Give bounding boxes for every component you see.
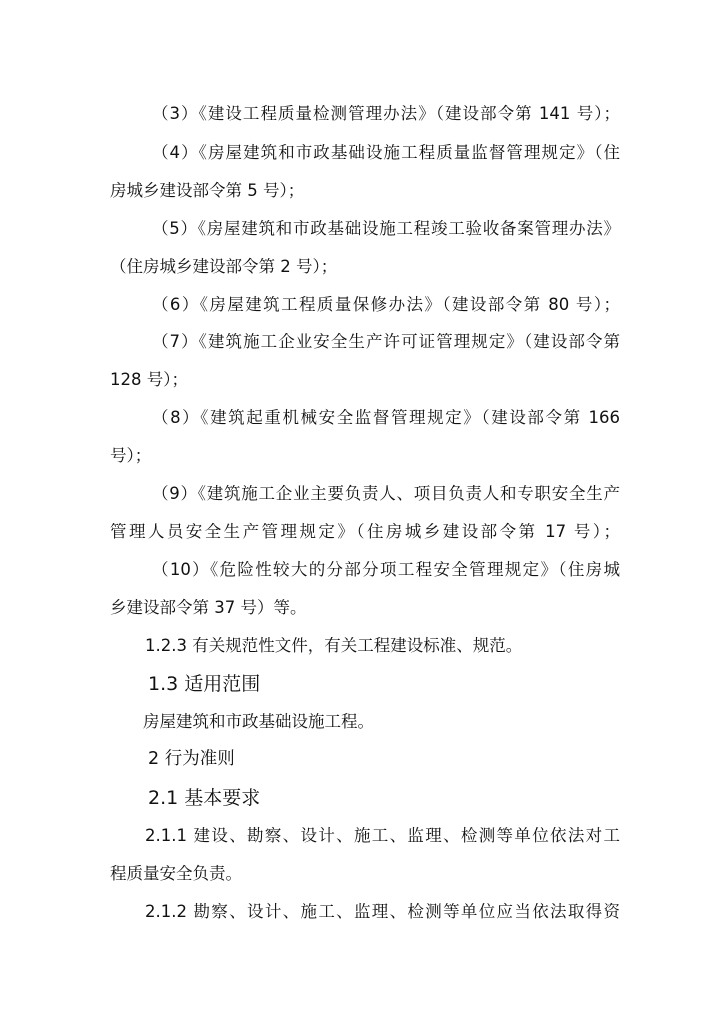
regulation-item-3: （3）《建设工程质量检测管理办法》（建设部令第 141 号）； bbox=[152, 104, 620, 123]
regulation-item-6: （6）《房屋建筑工程质量保修办法》（建设部令第 80 号）； bbox=[152, 295, 620, 314]
regulation-item-4-line-2: 房城乡建设部令第 5 号）； bbox=[110, 181, 305, 200]
regulation-item-4-line-1: （4）《房屋建筑和市政基础设施工程质量监督管理规定》（住 bbox=[152, 143, 620, 162]
clause-2-1-2-line-1: 2.1.2 勘察、设计、施工、监理、检测等单位应当依法取得资 bbox=[145, 902, 620, 921]
section-heading-2: 2 行为准则 bbox=[148, 749, 235, 769]
regulation-item-10-line-2: 乡建设部令第 37 号）等。 bbox=[110, 598, 307, 617]
regulation-item-5-line-2: （住房城乡建设部令第 2 号）； bbox=[110, 257, 338, 276]
regulation-item-9-line-1: （9）《建筑施工企业主要负责人、项目负责人和专职安全生产 bbox=[152, 484, 620, 503]
scope-text: 房屋建筑和市政基础设施工程。 bbox=[143, 712, 374, 731]
clause-1-2-3: 1.2.3 有关规范性文件，有关工程建设标准、规范。 bbox=[145, 636, 523, 655]
regulation-item-8-line-2: 号）； bbox=[110, 446, 152, 465]
regulation-item-7-line-1: （7）《建筑施工企业安全生产许可证管理规定》（建设部令第 bbox=[152, 332, 620, 351]
regulation-item-7-line-2: 128 号）； bbox=[110, 370, 188, 389]
section-heading-1-3: 1.3 适用范围 bbox=[148, 673, 261, 695]
clause-2-1-1-line-1: 2.1.1 建设、勘察、设计、施工、监理、检测等单位依法对工 bbox=[145, 826, 620, 845]
clause-2-1-1-line-2: 程质量安全负责。 bbox=[110, 864, 242, 883]
regulation-item-5-line-1: （5）《房屋建筑和市政基础设施工程竣工验收备案管理办法》 bbox=[152, 219, 620, 238]
regulation-item-8-line-1: （8）《建筑起重机械安全监督管理规定》（建设部令第 166 bbox=[152, 408, 620, 427]
regulation-item-9-line-2: 管理人员安全生产管理规定》（住房城乡建设部令第 17 号）； bbox=[110, 522, 620, 541]
section-heading-2-1: 2.1 基本要求 bbox=[148, 787, 261, 809]
regulation-item-10-line-1: （10）《危险性较大的分部分项工程安全管理规定》（住房城 bbox=[152, 560, 620, 579]
